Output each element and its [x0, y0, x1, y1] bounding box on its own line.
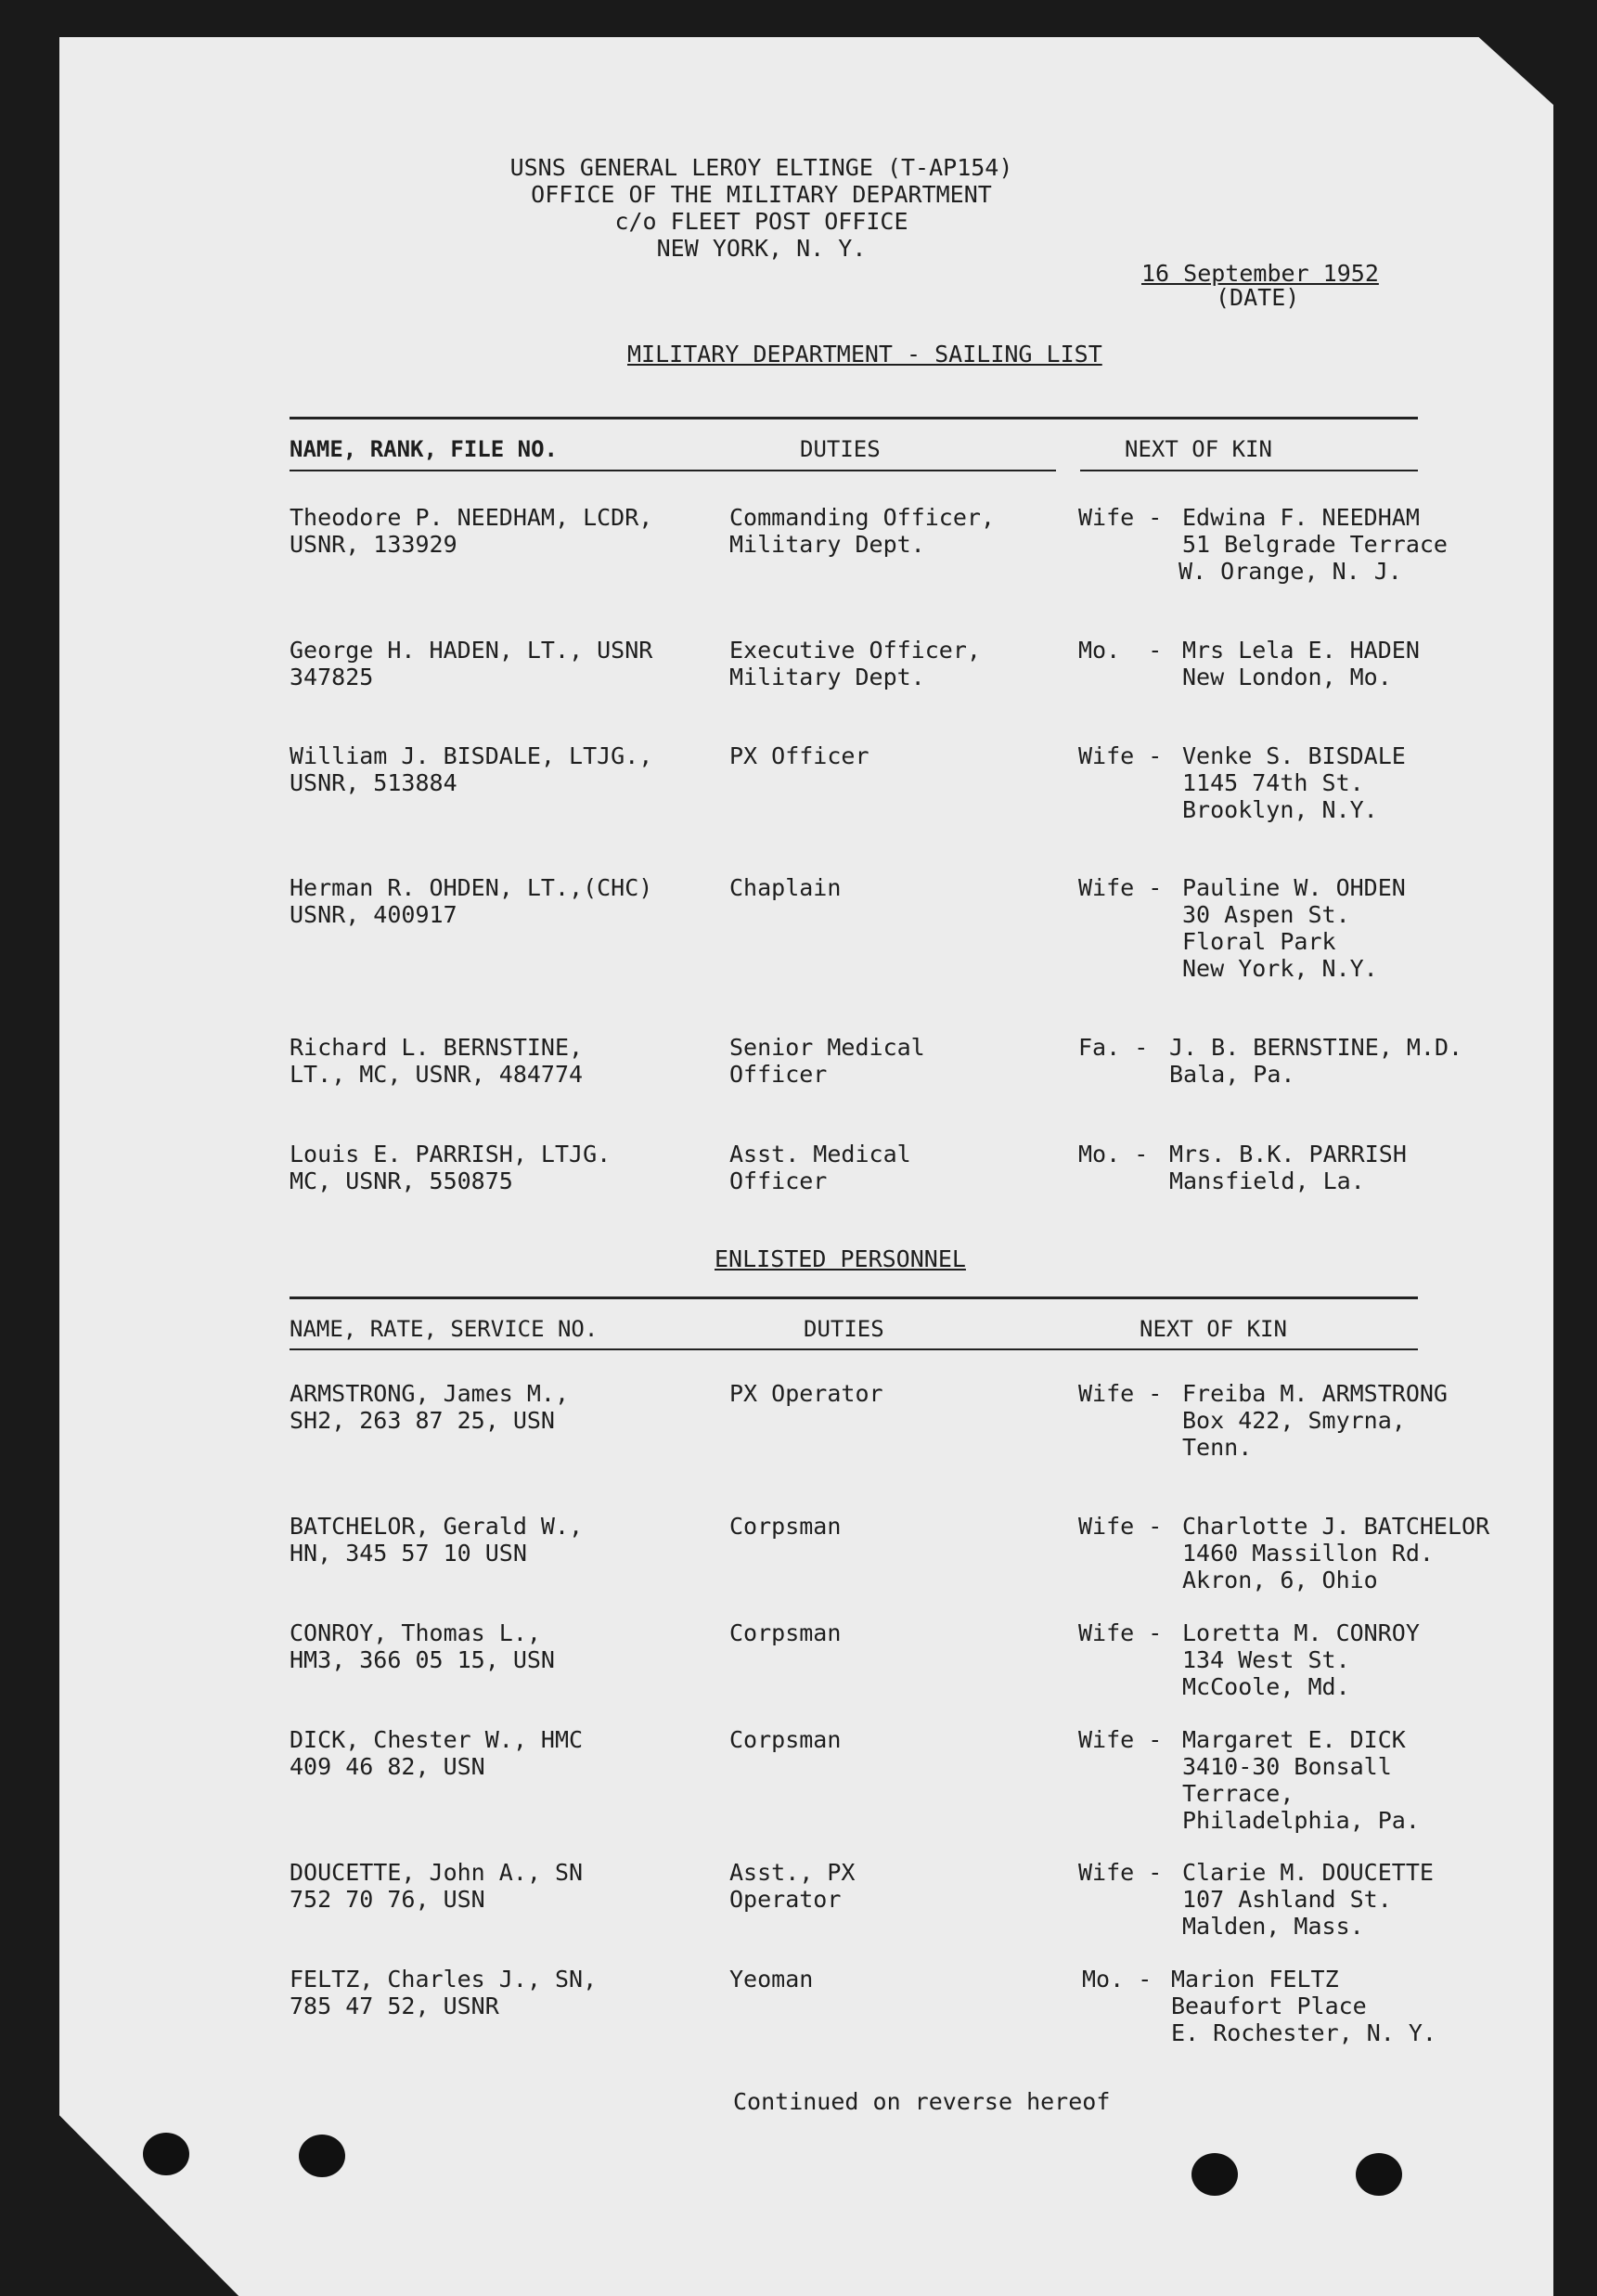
table-row-kin-line: New London, Mo.	[1182, 664, 1392, 690]
table-row-kin-line: 134 West St.	[1182, 1646, 1350, 1673]
table-row-relation: Wife -	[1078, 1859, 1163, 1886]
table-row-name-line: 785 47 52, USNR	[290, 1993, 499, 2019]
table-row-kin-line: 51 Belgrade Terrace	[1182, 531, 1448, 558]
table-row-kin-line: Floral Park	[1182, 928, 1336, 955]
table-row-name-line: HN, 345 57 10 USN	[290, 1540, 527, 1567]
table-row-kin-line: Edwina F. NEEDHAM	[1182, 504, 1420, 531]
table-row-duties-line: Officer	[729, 1061, 828, 1088]
table-row-duties-line: PX Officer	[729, 742, 869, 769]
table-row-duties-line: PX Operator	[729, 1380, 883, 1407]
enlisted-col-name: NAME, RATE, SERVICE NO.	[290, 1316, 599, 1342]
table-row-kin-line: 30 Aspen St.	[1182, 901, 1350, 928]
table-row-kin-line: Charlotte J. BATCHELOR	[1182, 1513, 1490, 1540]
table-row-name-line: Richard L. BERNSTINE,	[290, 1034, 584, 1061]
table-row-duties-line: Asst., PX	[729, 1859, 856, 1886]
table-row-kin-line: Mansfield, La.	[1169, 1167, 1365, 1194]
table-row-name-line: BATCHELOR, Gerald W.,	[290, 1513, 584, 1540]
table-row-kin-line: Clarie M. DOUCETTE	[1182, 1859, 1434, 1886]
table-row-name-line: ARMSTRONG, James M.,	[290, 1380, 570, 1407]
table-row-duties-line: Asst. Medical	[729, 1141, 911, 1167]
table-row-duties-line: Senior Medical	[729, 1034, 925, 1061]
officers-col-name: NAME, RANK, FILE NO.	[290, 436, 558, 462]
table-row-kin-line: Bala, Pa.	[1169, 1061, 1295, 1088]
table-row-kin-line: 3410-30 Bonsall	[1182, 1753, 1392, 1780]
table-row-name-line: Herman R. OHDEN, LT.,(CHC)	[290, 874, 653, 901]
table-row-name-line: Louis E. PARRISH, LTJG.	[290, 1141, 612, 1167]
table-row-relation: Wife -	[1078, 1619, 1163, 1646]
table-row-kin-line: Margaret E. DICK	[1182, 1726, 1406, 1753]
table-row-kin-line: E. Rochester, N. Y.	[1171, 2019, 1436, 2046]
table-row-kin-line: Box 422, Smyrna,	[1182, 1407, 1406, 1434]
table-row-name-line: FELTZ, Charles J., SN,	[290, 1966, 598, 1993]
table-row-name-line: LT., MC, USNR, 484774	[290, 1061, 584, 1088]
table-row-relation: Wife -	[1078, 874, 1163, 901]
table-row-name-line: George H. HADEN, LT., USNR	[290, 637, 653, 664]
table-row-kin-line: J. B. BERNSTINE, M.D.	[1169, 1034, 1463, 1061]
table-row-relation: Mo. -	[1078, 637, 1163, 664]
table-row-relation: Wife -	[1078, 1513, 1163, 1540]
enlisted-top-rule	[290, 1296, 1418, 1299]
table-row-relation: Wife -	[1078, 504, 1163, 531]
table-row-relation: Mo. -	[1078, 1141, 1149, 1167]
enlisted-col-kin: NEXT OF KIN	[1140, 1316, 1287, 1342]
table-row-name-line: HM3, 366 05 15, USN	[290, 1646, 555, 1673]
city-line: NEW YORK, N. Y.	[656, 235, 867, 262]
enlisted-col-duties: DUTIES	[804, 1316, 884, 1342]
table-row-kin-line: Philadelphia, Pa.	[1182, 1807, 1420, 1834]
table-row-duties-line: Operator	[729, 1886, 842, 1913]
table-row-name-line: SH2, 263 87 25, USN	[290, 1407, 555, 1434]
table-row-duties-line: Corpsman	[729, 1619, 842, 1646]
page-title: MILITARY DEPARTMENT - SAILING LIST	[627, 341, 1102, 368]
table-row-relation: Wife -	[1078, 1726, 1163, 1753]
enlisted-title: ENLISTED PERSONNEL	[715, 1245, 966, 1272]
ship-name: USNS GENERAL LEROY ELTINGE (T-AP154)	[509, 154, 1013, 181]
table-row-kin-line: Loretta M. CONROY	[1182, 1619, 1420, 1646]
table-row-kin-line: Freiba M. ARMSTRONG	[1182, 1380, 1448, 1407]
table-row-name-line: USNR, 133929	[290, 531, 457, 558]
table-row-kin-line: Brooklyn, N.Y.	[1182, 796, 1378, 823]
table-row-name-line: DICK, Chester W., HMC	[290, 1726, 584, 1753]
table-row-name-line: USNR, 400917	[290, 901, 457, 928]
table-row-kin-line: 1460 Massillon Rd.	[1182, 1540, 1434, 1567]
table-row-duties-line: Yeoman	[729, 1966, 814, 1993]
continued-note: Continued on reverse hereof	[733, 2088, 1111, 2115]
table-row-kin-line: 1145 74th St.	[1182, 769, 1364, 796]
punch-hole-right-2	[1356, 2153, 1402, 2196]
table-row-duties-line: Corpsman	[729, 1513, 842, 1540]
punch-hole-left-2	[299, 2135, 345, 2177]
document-date: 16 September 1952	[1141, 260, 1379, 287]
table-row-kin-line: Beaufort Place	[1171, 1993, 1367, 2019]
office-name: OFFICE OF THE MILITARY DEPARTMENT	[531, 181, 992, 208]
table-row-name-line: 752 70 76, USN	[290, 1886, 485, 1913]
punch-hole-right-1	[1191, 2153, 1238, 2196]
table-row-kin-line: McCoole, Md.	[1182, 1673, 1350, 1700]
table-row-duties-line: Executive Officer,	[729, 637, 981, 664]
table-row-kin-line: Mrs. B.K. PARRISH	[1169, 1141, 1407, 1167]
table-row-kin-line: Tenn.	[1182, 1434, 1253, 1461]
table-row-name-line: USNR, 513884	[290, 769, 457, 796]
officers-col-duties: DUTIES	[800, 436, 881, 462]
table-row-relation: Wife -	[1078, 1380, 1163, 1407]
officers-top-rule	[290, 417, 1418, 419]
table-row-relation: Wife -	[1078, 742, 1163, 769]
table-row-duties-line: Officer	[729, 1167, 828, 1194]
enlisted-col-rule	[290, 1348, 1418, 1350]
table-row-name-line: Theodore P. NEEDHAM, LCDR,	[290, 504, 653, 531]
table-row-kin-line: Malden, Mass.	[1182, 1913, 1364, 1940]
table-row-duties-line: Corpsman	[729, 1726, 842, 1753]
table-row-kin-line: Akron, 6, Ohio	[1182, 1567, 1378, 1593]
table-row-kin-line: 107 Ashland St.	[1182, 1886, 1392, 1913]
table-row-name-line: DOUCETTE, John A., SN	[290, 1859, 584, 1886]
table-row-duties-line: Commanding Officer,	[729, 504, 995, 531]
table-row-name-line: William J. BISDALE, LTJG.,	[290, 742, 653, 769]
punch-hole-left-1	[143, 2133, 189, 2175]
table-row-kin-line: Mrs Lela E. HADEN	[1182, 637, 1420, 664]
table-row-kin-line: Terrace,	[1182, 1780, 1294, 1807]
fleet-post-office: c/o FLEET POST OFFICE	[614, 208, 908, 235]
table-row-name-line: 347825	[290, 664, 374, 690]
table-row-duties-line: Military Dept.	[729, 531, 925, 558]
table-row-kin-line: Marion FELTZ	[1171, 1966, 1339, 1993]
table-row-kin-line: W. Orange, N. J.	[1178, 558, 1402, 585]
table-row-name-line: CONROY, Thomas L.,	[290, 1619, 541, 1646]
date-label: (DATE)	[1216, 284, 1300, 311]
table-row-kin-line: New York, N.Y.	[1182, 955, 1378, 982]
table-row-duties-line: Chaplain	[729, 874, 842, 901]
table-row-relation: Mo. -	[1082, 1966, 1153, 1993]
officers-col-kin: NEXT OF KIN	[1125, 436, 1272, 462]
table-row-name-line: 409 46 82, USN	[290, 1753, 485, 1780]
officers-col-rule-1	[290, 470, 1056, 471]
table-row-name-line: MC, USNR, 550875	[290, 1167, 513, 1194]
table-row-relation: Fa. -	[1078, 1034, 1149, 1061]
officers-col-rule-2	[1080, 470, 1418, 471]
table-row-duties-line: Military Dept.	[729, 664, 925, 690]
table-row-kin-line: Pauline W. OHDEN	[1182, 874, 1406, 901]
table-row-kin-line: Venke S. BISDALE	[1182, 742, 1406, 769]
